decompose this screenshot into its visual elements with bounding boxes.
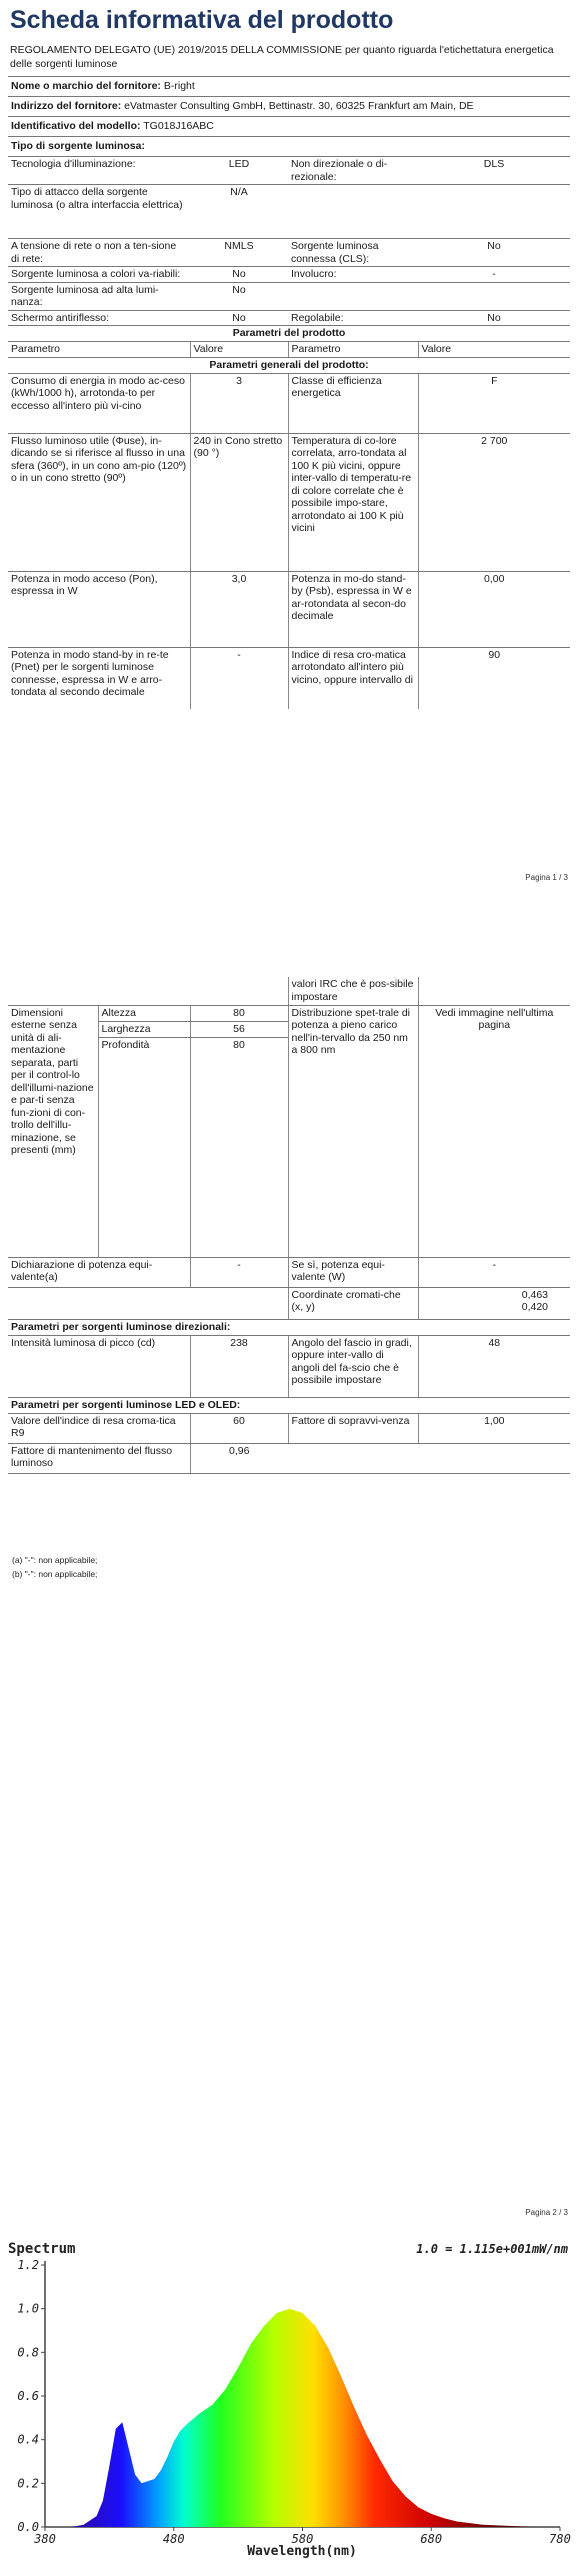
parameter-value: - [190, 647, 288, 709]
type-label: Schermo antiriflesso: [8, 310, 190, 326]
footnote-b: (b) "-": non applicabile; [12, 1569, 98, 1579]
chromaticity-x: 0,463 [521, 1288, 549, 1301]
parameter-label: Se sì, potenza equi-valente (W) [288, 1257, 418, 1287]
spectrum-chart [0, 2225, 578, 2560]
type-row [8, 185, 570, 239]
section-product-parameters: Parametri del prodotto [8, 326, 570, 342]
type-value: LED [190, 157, 288, 185]
supplier-label: Nome o marchio del fornitore: [11, 80, 161, 93]
y-tick-label: 0.4 [17, 2432, 39, 2447]
dimension-name: Altezza [98, 1005, 190, 1021]
parameter-value: 0,96 [190, 1443, 288, 1473]
parameter-row [8, 1335, 570, 1397]
x-tick-label: 680 [420, 2532, 443, 2546]
document-title: Scheda informativa del prodotto [10, 6, 394, 34]
section-led-parameters: Parametri per sorgenti luminose LED e OLED: [8, 1397, 570, 1413]
dimension-value: 56 [190, 1021, 288, 1037]
type-row [8, 157, 570, 185]
parameter-row [8, 1257, 570, 1287]
y-tick-label: 1.0 [17, 2301, 39, 2316]
parameter-row [8, 647, 570, 709]
type-value: No [190, 282, 288, 310]
parameter-label: Distribuzione spet-trale di potenza a pieno carico nell'in-tervallo da 250 nm a 800 nm [288, 1005, 418, 1257]
parameter-label: Intensità luminosa di picco (cd) [8, 1335, 190, 1397]
parameter-label: Consumo di energia in modo ac-ceso (kWh/1000 h), arrotonda-to per eccesso all'intero più vi-cino [8, 373, 190, 433]
type-row [8, 310, 570, 326]
parameter-label: Indice di resa cro-matica arrotondato all'intero più vicino, oppure intervallo di [288, 647, 418, 709]
column-header-parameter: Parametro [288, 342, 418, 358]
parameter-row [8, 1413, 570, 1443]
parameter-label: Dichiarazione di potenza equi-valente(a) [8, 1257, 190, 1287]
parameter-row [8, 433, 570, 571]
parameter-value: 3,0 [190, 571, 288, 647]
section-directional-parameters: Parametri per sorgenti luminose direzionali: [8, 1319, 570, 1335]
chromaticity-y: 0,420 [521, 1301, 549, 1313]
y-tick-label: 0.6 [17, 2389, 39, 2403]
document-page-1 [0, 0, 578, 890]
x-tick-label: 580 [291, 2532, 314, 2546]
type-value: No [190, 267, 288, 283]
column-header-value: Valore [190, 342, 288, 358]
section-general-parameters: Parametri generali del prodotto: [8, 357, 570, 373]
y-tick-label: 0.8 [17, 2345, 39, 2360]
type-value: NMLS [190, 239, 288, 267]
parameter-label: Classe di efficienza energetica [288, 373, 418, 433]
parameter-label: Temperatura di co-lore correlata, arro-tondata al 100 K più vicini, oppure inter-vallo di temperatu-re di colore correlate che è possibile impo-stare, arrotondato ai 100 K più vicini [288, 433, 418, 571]
parameter-row [8, 571, 570, 647]
parameter-value: 2 700 [418, 433, 570, 571]
document-page-2 [0, 975, 578, 2225]
parameter-value: 0,00 [418, 571, 570, 647]
regulation-subtitle: REGOLAMENTO DELEGATO (UE) 2019/2015 DELLA COMMISSIONE per quanto riguarda l'etichettatura energetica delle sorgenti luminose [10, 44, 554, 70]
type-value: DLS [418, 157, 570, 185]
chart-annotation: 1.0 = 1.115e+001mW/nm [416, 2242, 568, 2256]
parameter-label: Potenza in modo stand-by in re-te (Pnet) per le sorgenti luminose connesse, espressa in W e arro-tondata al secondo decimale [11, 648, 169, 698]
model-value: TG018J16ABC [143, 120, 214, 133]
dimension-name: Larghezza [98, 1021, 190, 1037]
supplier-value: B-right [163, 80, 195, 93]
dimension-name: Profondità [98, 1037, 190, 1257]
type-label: Involucro: [288, 267, 418, 283]
parameter-label: Angolo del fascio in gradi, oppure inter-vallo di angoli del fa-scio che è possibile impostare [288, 1335, 418, 1397]
parameter-label: Coordinate cromati-che (x, y) [288, 1287, 418, 1319]
parameter-label: Fattore di sopravvi-venza [288, 1413, 418, 1443]
type-value [418, 282, 570, 310]
type-label [288, 282, 418, 310]
column-header-parameter: Parametro [8, 342, 190, 358]
type-value: No [190, 310, 288, 326]
parameter-row [8, 373, 570, 433]
parameter-value: 240 in Cono stretto (90 °) [190, 433, 288, 571]
page-number: Pagina 1 / 3 [525, 873, 568, 882]
y-tick-label: 0.0 [17, 2520, 39, 2534]
parameter-value: Vedi immagine nell'ultima pagina [418, 1005, 570, 1257]
type-value: No [418, 310, 570, 326]
y-tick-label: 0.2 [17, 2476, 39, 2491]
product-info-table [8, 76, 570, 709]
dimension-value: 80 [190, 1005, 288, 1021]
dimensions-row [8, 1005, 570, 1021]
type-label: A tensione di rete o non a ten-sione di rete: [8, 239, 190, 267]
type-row [8, 239, 570, 267]
type-label [288, 185, 418, 239]
parameter-label: Valore dell'indice di resa croma-tica R9 [8, 1413, 190, 1443]
product-info-table-continued [8, 977, 570, 1474]
type-label: Sorgente luminosa a colori va-riabili: [8, 267, 190, 283]
parameter-value: - [190, 1257, 288, 1287]
y-tick-label: 1.2 [17, 2258, 39, 2272]
parameter-label: Potenza in modo acceso (Pon), espressa in W [8, 571, 190, 647]
x-tick-label: 480 [162, 2532, 185, 2546]
type-label: Regolabile: [288, 310, 418, 326]
parameter-value: 3 [190, 373, 288, 433]
type-label: Tipo di attacco della sorgente luminosa (o altra interfaccia elettrica) [8, 185, 190, 239]
light-source-type-header: Tipo di sorgente luminosa: [8, 137, 570, 157]
type-row [8, 267, 570, 283]
document-page-3 [0, 2225, 578, 2560]
parameter-value: 90 [418, 647, 570, 709]
parameter-label: Fattore di mantenimento del flusso luminoso [8, 1443, 190, 1473]
type-row [8, 282, 570, 310]
type-value: - [418, 267, 570, 283]
page-number: Pagina 2 / 3 [525, 2208, 568, 2217]
type-label: Sorgente luminosa ad alta lumi-nanza: [8, 282, 190, 310]
address-value: eVatmaster Consulting GmbH, Bettinastr. 30, 60325 Frankfurt am Main, DE [124, 100, 474, 113]
type-label: Non direzionale o di-rezionale: [288, 157, 418, 185]
x-axis-label: Wavelength(nm) [247, 2544, 357, 2559]
type-label: Tecnologia d'illuminazione: [8, 157, 190, 185]
type-value: N/A [190, 185, 288, 239]
parameter-value: 238 [190, 1335, 288, 1397]
type-value [418, 185, 570, 239]
parameter-row [8, 1443, 570, 1473]
parameter-value: - [418, 1257, 570, 1287]
type-label: Sorgente luminosa connessa (CLS): [288, 239, 418, 267]
column-header-value: Valore [418, 342, 570, 358]
type-value: No [418, 239, 570, 267]
parameter-label: Potenza in mo-do stand-by (Psb), espressa in W e ar-rotondata al secon-do decimale [288, 571, 418, 647]
dimensions-label: Dimensioni esterne senza unità di ali-mentazione separata, parti per il control-lo dell'illumi-nazione e par-ti senza fun-zioni di con-trollo dell'illu-minazione, se presenti (mm) [8, 1005, 98, 1257]
parameter-label: valori IRC che è pos-sibile impostare [288, 977, 418, 1005]
parameter-row [8, 1287, 570, 1319]
parameter-label: Flusso luminoso utile (Φuse), in-dicando se si riferisce al flusso in una sfera (360º), in un cono am-pio (120º) o in un cono stretto (90º) [8, 433, 190, 571]
x-tick-label: 380 [34, 2532, 56, 2546]
model-label: Identificativo del modello: [11, 120, 141, 133]
parameter-value: 60 [190, 1413, 288, 1443]
address-label: Indirizzo del fornitore: [11, 100, 122, 113]
footnote-a: (a) "-": non applicabile; [12, 1555, 98, 1565]
parameter-value: F [418, 373, 570, 433]
parameter-value: 48 [418, 1335, 570, 1397]
chart-title: Spectrum [8, 2241, 76, 2257]
parameter-value: 1,00 [418, 1413, 570, 1443]
dimension-value: 80 [190, 1037, 288, 1257]
x-tick-label: 780 [549, 2532, 571, 2546]
